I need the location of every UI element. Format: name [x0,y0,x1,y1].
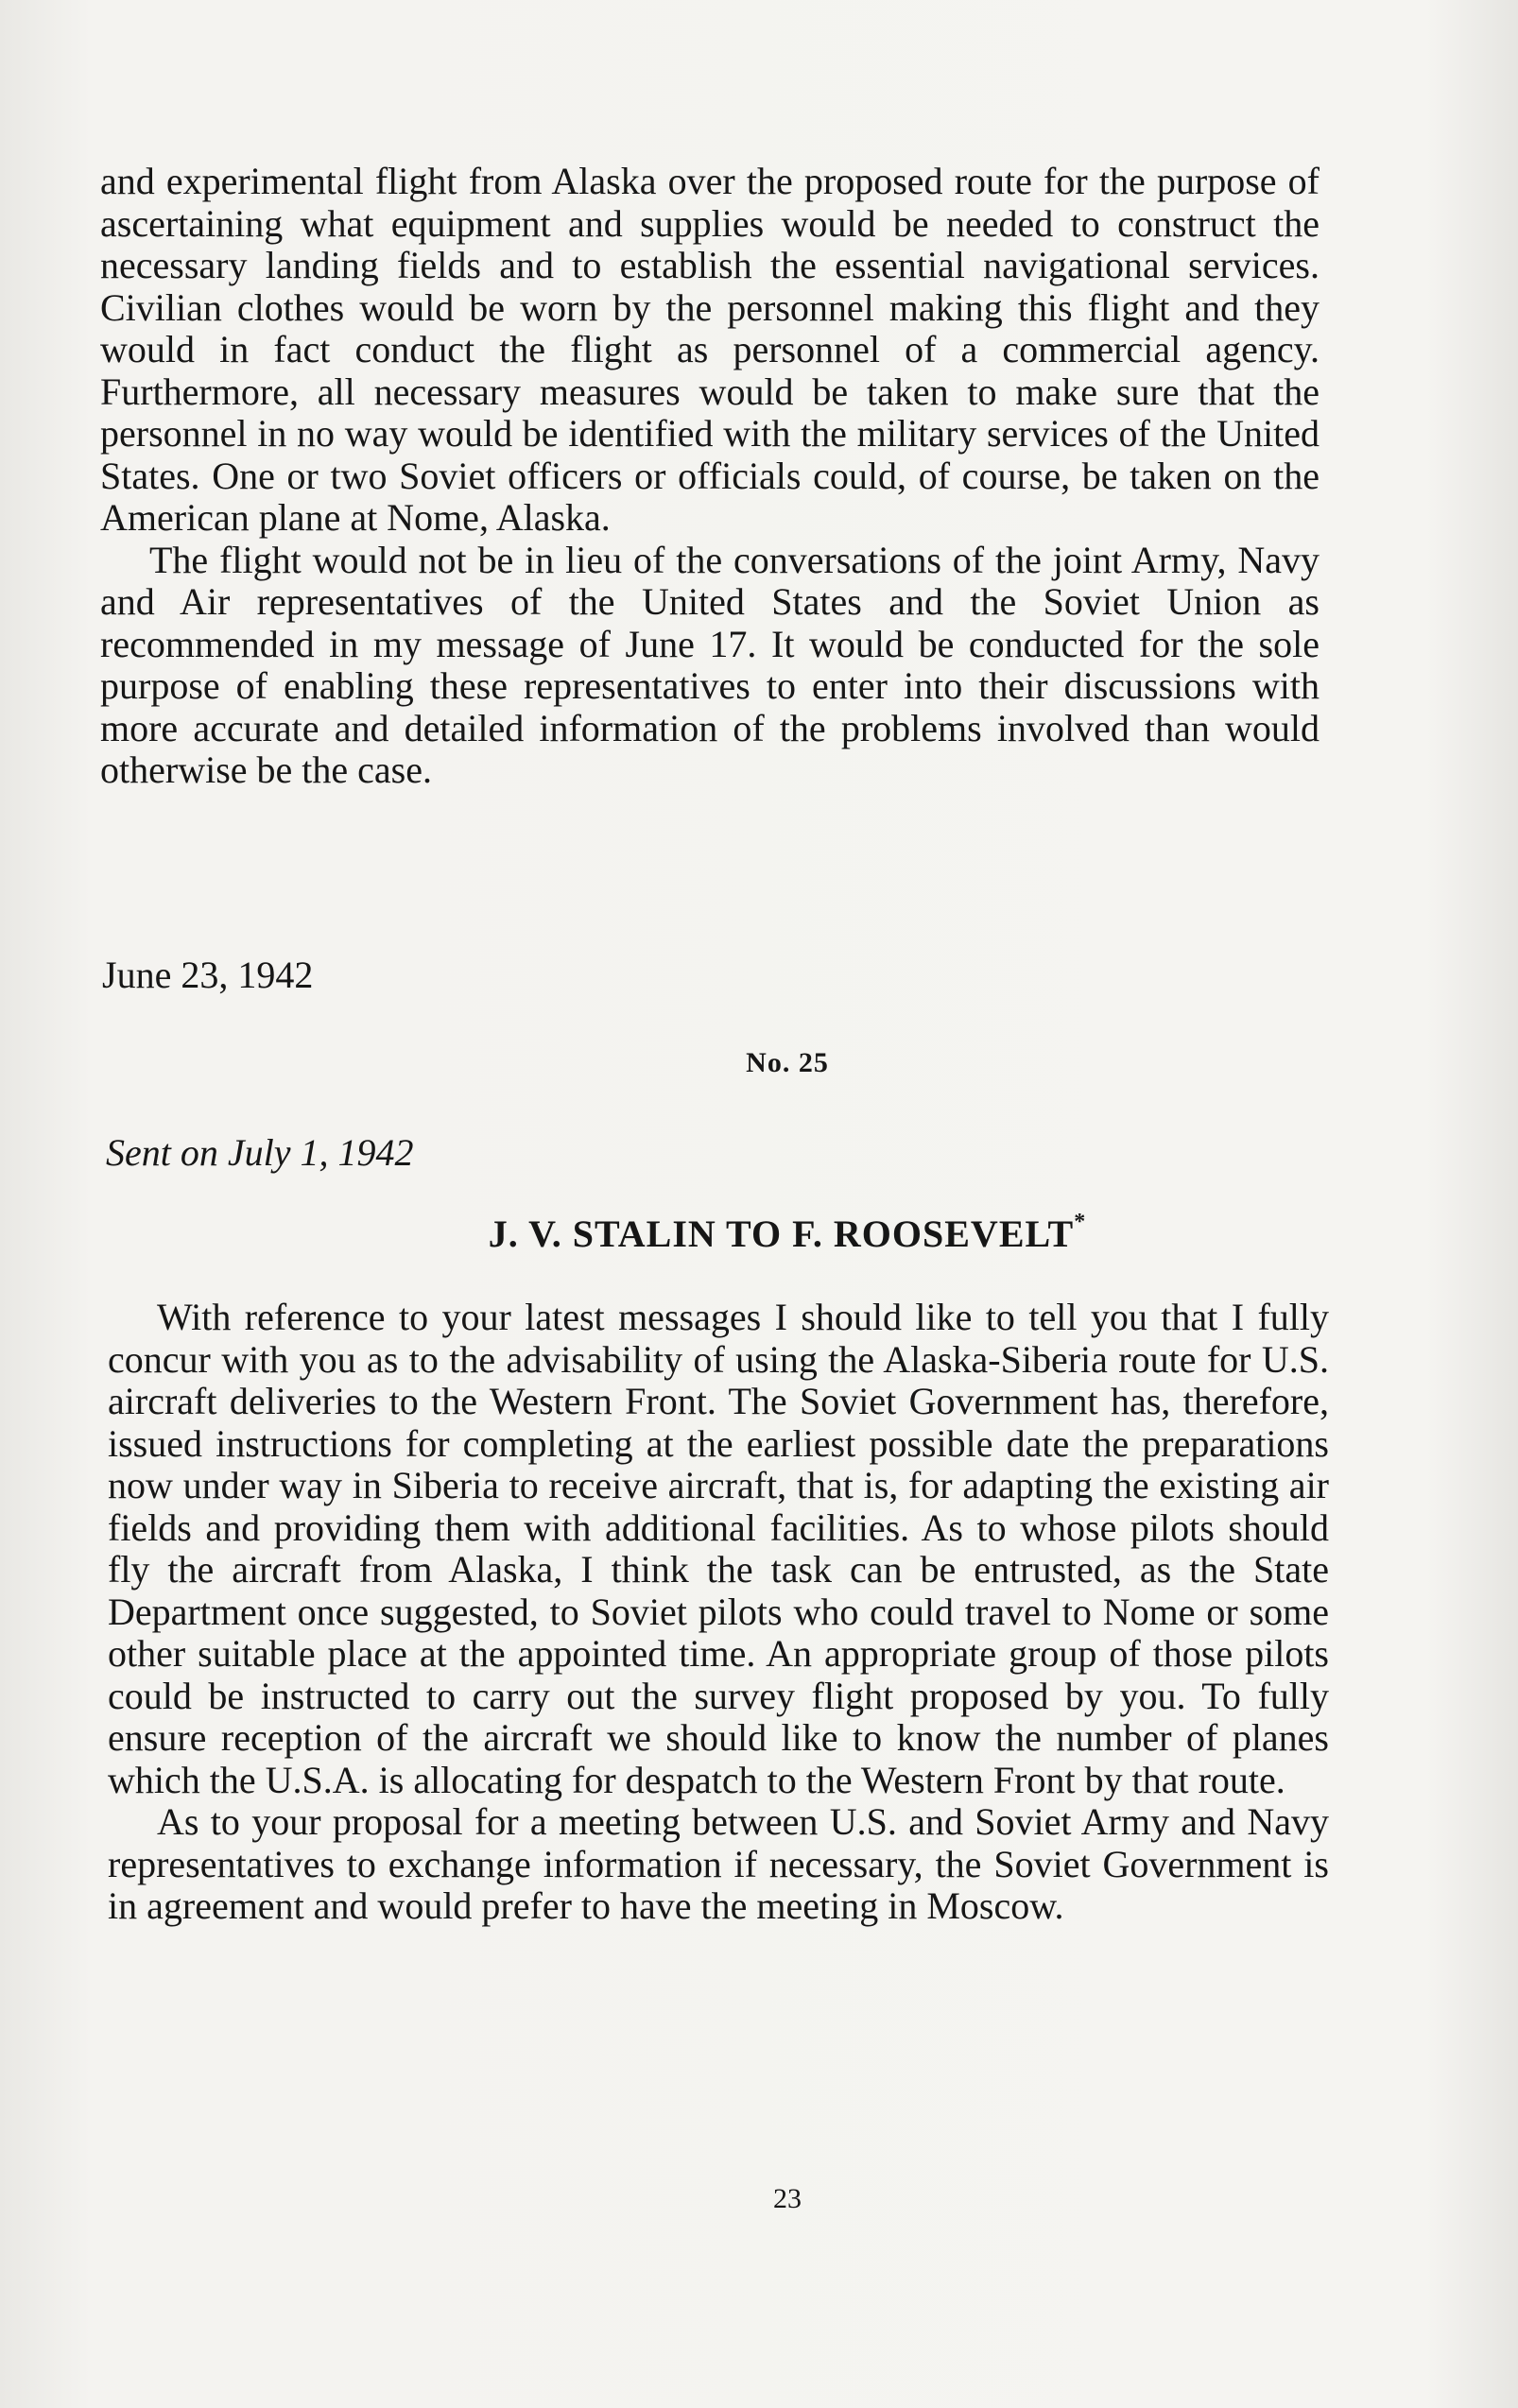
message-body-text [108,1297,1329,1928]
message-heading [0,1212,1518,1256]
paragraph: With reference to your latest messages I should like to tell you that I fully concur with you as to the advisability of using the Alaska-Siberia route for U.S. aircraft deliveries to the Western Front. The Soviet Government has, therefore, issued instructions for completing at the earliest possible date the preparations now under way in Siberia to receive aircraft, that is, for adapting the existing air fields and providing them with additional facilities. As to whose pilots should fly the aircraft from Alaska, I think the task can be entrusted, as the State Department once suggested, to Soviet pilots who could travel to Nome or some other suitable place at the appointed time. An appropriate group of those pilots could be instructed to carry out the survey flight proposed by you. To fully ensure reception of the aircraft we should like to know the number of planes which the U.S.A. is allocating for despatch to the Western Front by that route. [108,1296,1329,1801]
paragraph: As to your proposal for a meeting between U.S. and Soviet Army and Navy representatives to exchange information if necessary, the Soviet Government is in agreement and would prefer to have the meeting in Moscow. [108,1800,1329,1927]
heading-text: J. V. STALIN TO F. ROOSEVELT [488,1213,1075,1255]
footnote-mark: * [1074,1210,1087,1234]
document-number: No. 25 [746,1047,829,1078]
sent-date: Sent on July 1, 1942 [106,1131,414,1174]
paragraph: and experimental flight from Alaska over the proposed route for the purpose of ascertaining what equipment and supplies would be needed to construct the necessary landing fields and to establish the essential navigational services. Civilian clothes would be worn by the personnel making this flight and they would in fact conduct the flight as personnel of a commercial agency. Furthermore, all necessary measures would be taken to make sure that the personnel in no way would be identified with the military services of the United States. One or two Soviet officers or officials could, of course, be taken on the American plane at Nome, Alaska. [100,160,1320,539]
paragraph: The flight would not be in lieu of the conversations of the joint Army, Navy and Air representatives of the United States and the Soviet Union as recommended in my message of June 17. It would be conducted for the sole purpose of enabling these representatives to enter into their discussions with more accurate and detailed information of the problems involved than would otherwise be the case. [100,538,1320,791]
page-number: 23 [773,2183,802,2214]
continued-message-text [100,161,1320,792]
message-date: June 23, 1942 [102,954,314,996]
